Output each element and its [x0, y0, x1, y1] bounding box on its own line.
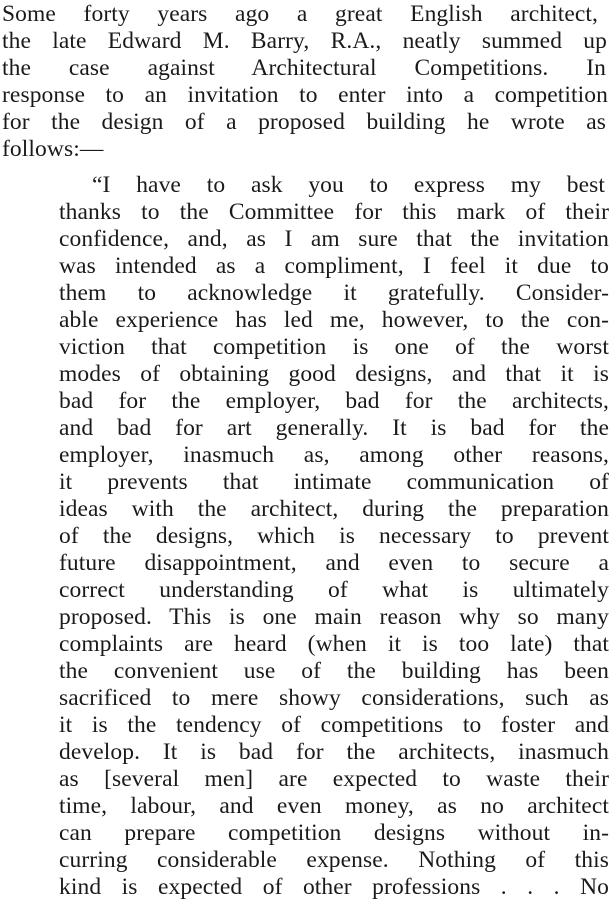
quote-line: bad for the employer, bad for the architects,: [59, 388, 609, 414]
quote-line: kind is expected of other professions . . . No: [59, 874, 609, 900]
intro-line: follows:—: [2, 136, 104, 162]
quote-line: and bad for art generally. It is bad for the: [59, 415, 609, 441]
intro-line: the late Edward M. Barry, R.A., neatly summed up: [2, 28, 607, 54]
quote-line: able experience has led me, however, to the con-: [59, 307, 609, 333]
quote-line: it prevents that intimate communication of: [59, 469, 609, 495]
quote-line: was intended as a compliment, I feel it due to: [59, 253, 609, 279]
quote-line: as [several men] are expected to waste their: [59, 766, 609, 792]
quote-line: it is the tendency of competitions to foster and: [59, 712, 609, 738]
intro-line: Some forty years ago a great English architect,: [2, 1, 598, 27]
quote-line: complaints are heard (when it is too late) that: [59, 631, 609, 657]
quote-line: correct understanding of what is ultimately: [59, 577, 609, 603]
quote-line: time, labour, and even money, as no architect: [59, 793, 609, 819]
quote-line: employer, inasmuch as, among other reasons,: [59, 442, 609, 468]
quote-line: curring considerable expense. Nothing of this: [59, 847, 609, 873]
quote-line: ideas with the architect, during the preparation: [59, 496, 609, 522]
intro-line: the case against Architectural Competitions. In: [2, 55, 606, 81]
quote-line: viction that competition is one of the worst: [59, 334, 609, 360]
quote-line: proposed. This is one main reason why so many: [59, 604, 609, 630]
intro-line: for the design of a proposed building he wrote as: [2, 109, 606, 135]
quote-line: “I have to ask you to express my best: [92, 172, 605, 198]
quote-line: modes of obtaining good designs, and that it is: [59, 361, 609, 387]
quote-line: confidence, and, as I am sure that the invitation: [59, 226, 609, 252]
quote-line: sacrificed to mere showy considerations, such as: [59, 685, 609, 711]
quote-line: future disappointment, and even to secure a: [59, 550, 609, 576]
quote-line: the convenient use of the building has been: [59, 658, 609, 684]
quote-line: of the designs, which is necessary to prevent: [59, 523, 609, 549]
intro-line: response to an invitation to enter into a competition: [2, 82, 608, 108]
quote-line: thanks to the Committee for this mark of their: [59, 199, 609, 225]
quote-line: them to acknowledge it gratefully. Consider-: [59, 280, 609, 306]
quote-line: can prepare competition designs without in-: [59, 820, 609, 846]
quote-line: develop. It is bad for the architects, inasmuch: [59, 739, 609, 765]
